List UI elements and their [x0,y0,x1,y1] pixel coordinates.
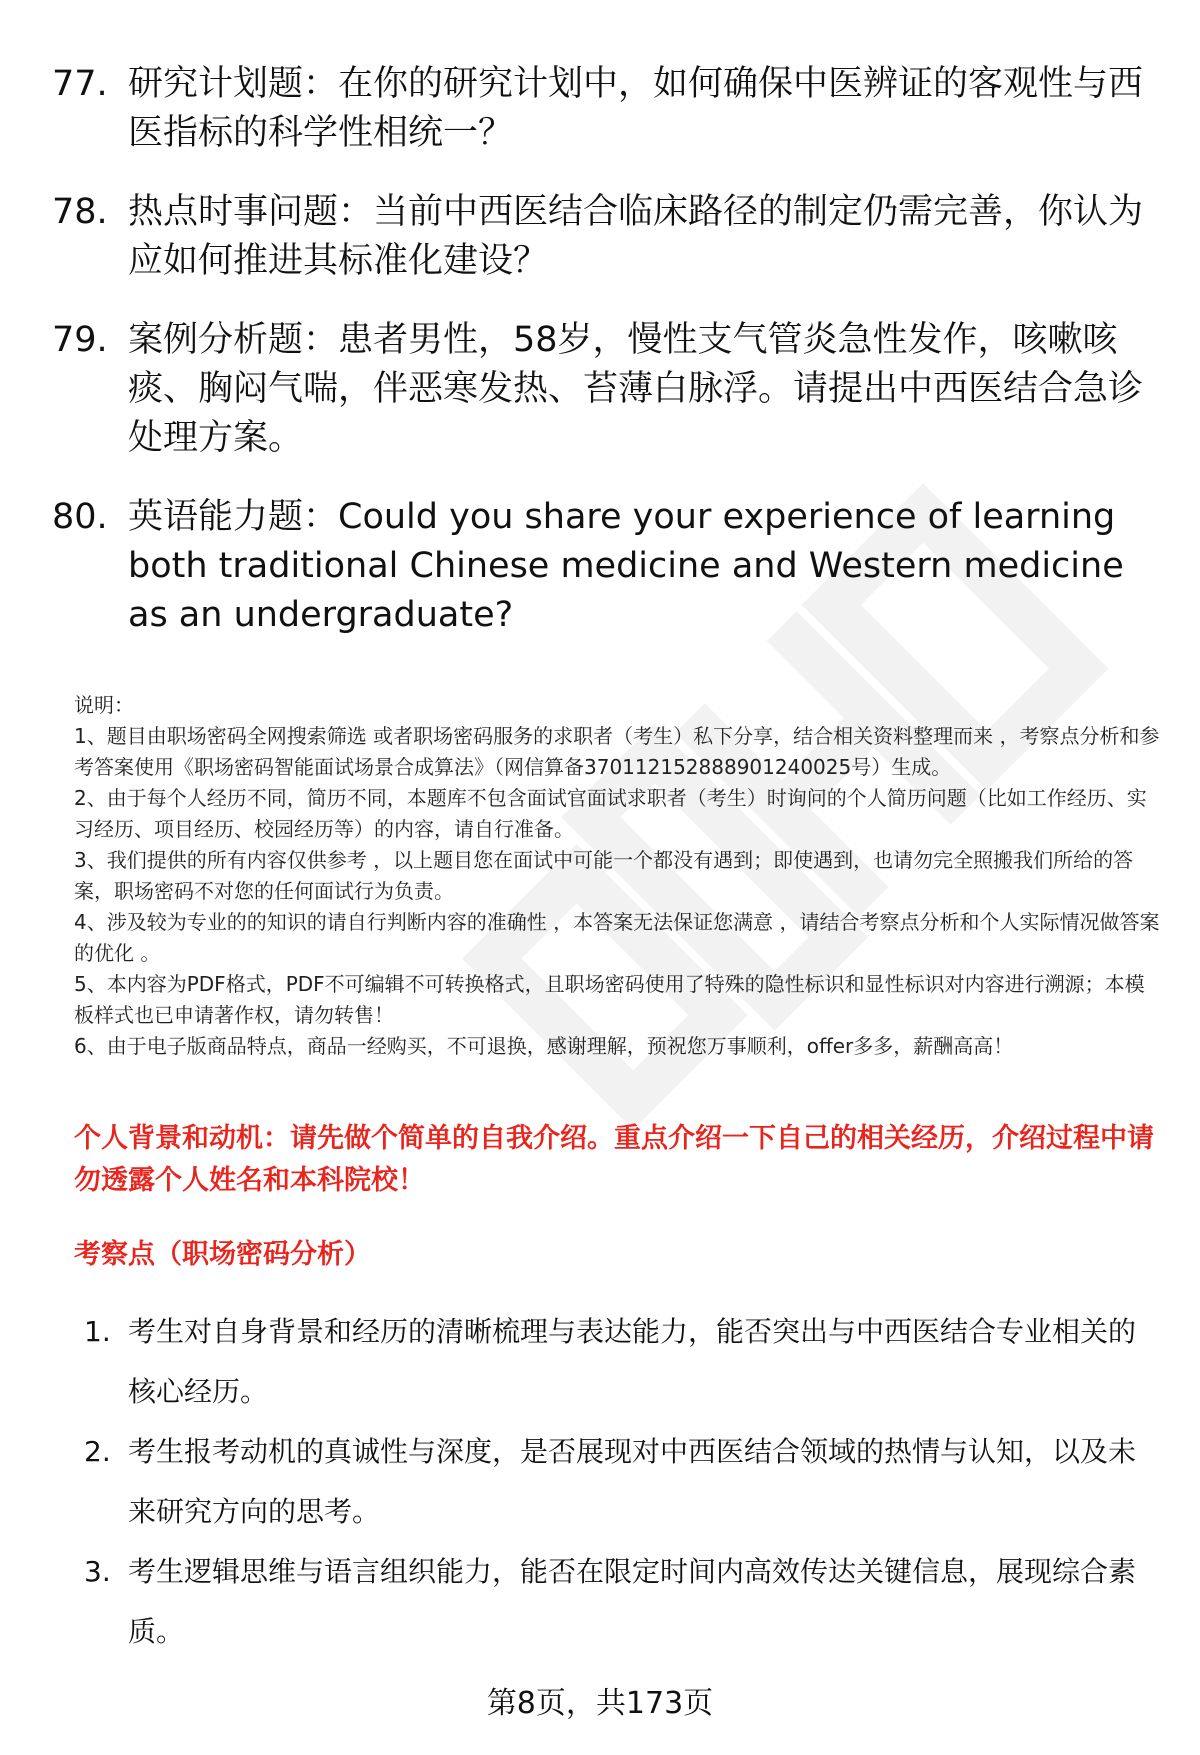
kaocha-item [84,1302,1154,1422]
note-item: 6、由于电子版商品特点，商品一经购买，不可退换，感谢理解，预祝您万事顺利，offer多多，薪酬高高！ [74,1034,1014,1058]
question-item [52,316,1162,463]
kaocha-text: 考生报考动机的真诚性与深度，是否展现对中西医结合领域的热情与认知，以及未来研究方向的思考。 [128,1435,1137,1528]
kaocha-number: 3. [84,1555,111,1588]
page-footer: 第8页，共173页 [486,1686,714,1721]
question-text: 热点时事问题：当前中西医结合临床路径的制定仍需完善，你认为应如何推进其标准化建设？ [128,192,1144,281]
kaocha-title: 考察点（职场密码分析） [74,1239,371,1270]
kaocha-number: 1. [84,1315,111,1348]
kaocha-number: 2. [84,1435,111,1468]
question-item [52,188,1162,286]
note-item: 2、由于每个人经历不同，简历不同，本题库不包含面试官面试求职者（考生）时询问的个人简历问题（比如工作经历、实习经历、项目经历、校园经历等）的内容，请自行准备。 [74,786,1147,841]
note-item: 4、涉及较为专业的的知识的请自行判断内容的准确性 ，本答案无法保证您满意 ，请结合考察点分析和个人实际情况做答案的优化 。 [74,910,1160,965]
featured-question: 个人背景和动机：请先做个简单的自我介绍。重点介绍一下自己的相关经历，介绍过程中请勿透露个人姓名和本科院校！ [74,1123,1154,1196]
notes-heading: 说明： [74,693,134,717]
question-number: 78. [52,192,108,232]
kaocha-text: 考生对自身背景和经历的清晰梳理与表达能力，能否突出与中西医结合专业相关的核心经历。 [128,1315,1137,1408]
question-item [52,493,1162,640]
question-text: 案例分析题：患者男性，58岁，慢性支气管炎急性发作，咳嗽咳痰、胸闷气喘，伴恶寒发热、苔薄白脉浮。请提出中西医结合急诊处理方案。 [128,320,1144,458]
note-item: 1、题目由职场密码全网搜索筛选 或者职场密码服务的求职者（考生）私下分享，结合相关资料整理而来 ，考察点分析和参考答案使用《职场密码智能面试场景合成算法》（网信算备370112152888901240025号）生成。 [74,724,1160,779]
question-number: 77. [52,64,108,104]
note-item: 3、我们提供的所有内容仅供参考 ，以上题目您在面试中可能一个都没有遇到；即使遇到，也请勿完全照搬我们所给的答案，职场密码不对您的任何面试行为负责。 [74,848,1134,903]
question-item [52,60,1162,158]
question-text: 英语能力题：Could you share your experience of learning both traditional Chinese medicine and Western medicine as an undergraduate? [128,497,1124,635]
note-item: 5、本内容为PDF格式，PDF不可编辑不可转换格式，且职场密码使用了特殊的隐性标识和显性标识对内容进行溯源；本模板样式也已申请著作权，请勿转售！ [74,972,1145,1027]
kaocha-item [84,1422,1154,1542]
question-number: 79. [52,320,108,360]
kaocha-item [84,1542,1154,1662]
question-text: 研究计划题：在你的研究计划中，如何确保中医辨证的客观性与西医指标的科学性相统一？ [128,64,1144,153]
notes-section [74,690,1164,1062]
kaocha-list [84,1302,1154,1662]
question-list [52,60,1162,670]
question-number: 80. [52,497,108,537]
kaocha-text: 考生逻辑思维与语言组织能力，能否在限定时间内高效传达关键信息，展现综合素质。 [128,1555,1137,1648]
